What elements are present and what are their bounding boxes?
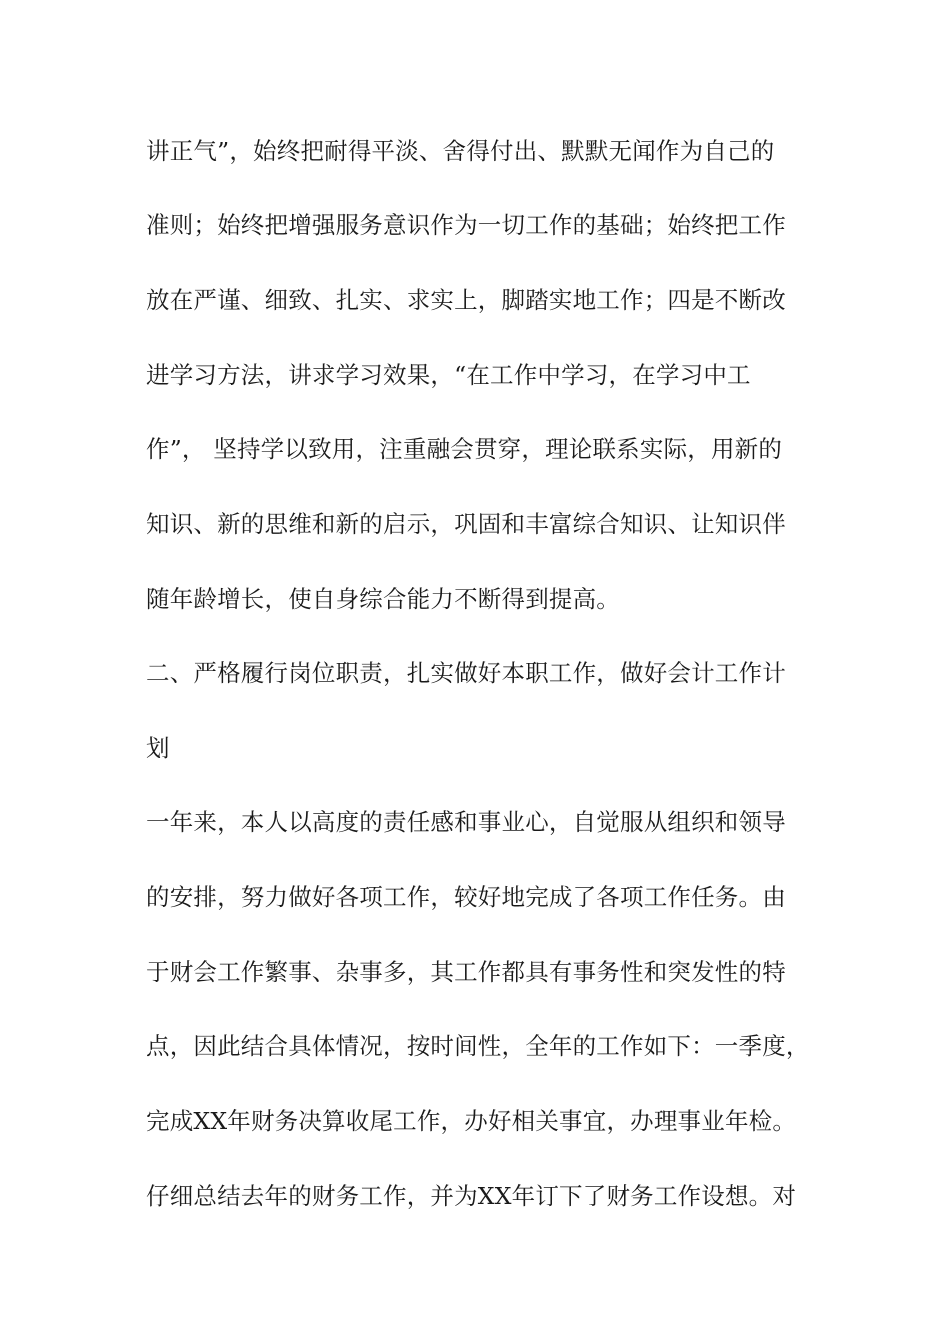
text-line: 于财会工作繁事、杂事多，其工作都具有事务性和突发性的特 (146, 958, 786, 986)
section-heading-line: 划 (146, 734, 170, 762)
text-line: 准则；始终把增强服务意识作为一切工作的基础；始终把工作 (146, 211, 786, 239)
text-line: 一年来，本人以高度的责任感和事业心，自觉服从组织和领导 (146, 808, 786, 836)
text-line: 放在严谨、细致、扎实、求实上，脚踏实地工作；四是不断改 (146, 286, 786, 314)
text-line: 点，因此结合具体情况，按时间性，全年的工作如下：一季度， (146, 1032, 810, 1060)
text-line: 随年龄增长，使自身综合能力不断得到提高。 (146, 585, 620, 613)
text-line: 作”， 坚持学以致用，注重融会贯穿，理论联系实际，用新的 (146, 435, 783, 463)
text-line: 知识、新的思维和新的启示，巩固和丰富综合知识、让知识伴 (146, 510, 786, 538)
section-heading-line: 二、严格履行岗位职责，扎实做好本职工作，做好会计工作计 (146, 659, 786, 687)
text-line: 仔细总结去年的财务工作，并为XX年订下了财务工作设想。对 (146, 1182, 797, 1210)
text-line: 完成XX年财务决算收尾工作，办好相关事宜，办理事业年检。 (146, 1107, 797, 1135)
text-line: 讲正气”，始终把耐得平淡、舍得付出、默默无闻作为自己的 (146, 137, 775, 165)
text-line: 进学习方法，讲求学习效果，“在工作中学习，在学习中工 (146, 361, 751, 389)
text-line: 的安排，努力做好各项工作，较好地完成了各项工作任务。由 (146, 883, 786, 911)
